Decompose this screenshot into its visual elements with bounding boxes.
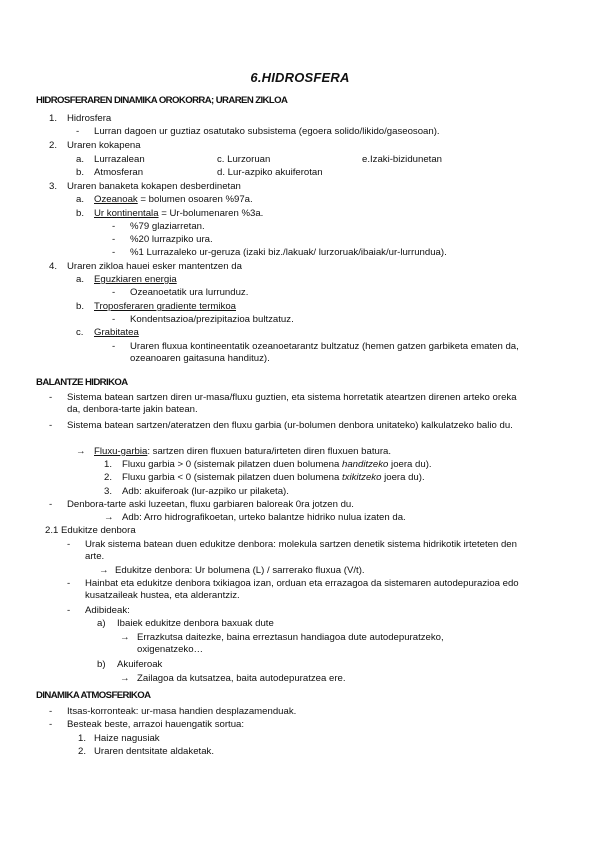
item-text: Fluxu garbia > 0 (sistemak pilatzen duen bolumena (122, 459, 342, 470)
underlined-term: Fluxu-garbia (94, 446, 148, 457)
list-item: Akuiferoak (117, 659, 163, 670)
list-marker: a. (76, 194, 85, 205)
list-item: Uraren zikloa hauei esker mantentzen da (67, 261, 242, 272)
list-item: Hidrosfera (67, 113, 112, 124)
list-item: d. Lur-azpiko akuiferotan (217, 167, 323, 178)
underlined-term: Eguzkiaren energia (94, 274, 177, 285)
list-number: 4. (49, 261, 58, 272)
paragraph: Urak sistema batean duen edukitze denbora: molekula sartzen denetik sistema hidrikotik irteteten den arte. (85, 539, 517, 562)
list-item (122, 459, 432, 471)
list-item: %20 lurrazpiko ura. (130, 234, 213, 245)
bullet-marker: - (67, 605, 71, 616)
item-text: joera du). (388, 459, 432, 470)
list-marker: a) (97, 618, 106, 629)
list-item: %1 Lurrazaleko ur-geruza (izaki biz./lakuak/ lurzoruak/ibaiak/ur-lurrundua). (130, 247, 447, 258)
list-item (94, 208, 263, 220)
list-number: 1. (104, 459, 113, 470)
paragraph: Hainbat eta edukitze denbora txikiagoa izan, orduan eta errazagoa da sistemaren autodepurazioa edo kusatzaileak hustea, eta alderantziz. (85, 578, 519, 601)
italic-term: txikitzeko (341, 472, 382, 483)
bullet-marker: - (49, 719, 53, 730)
section-heading-dinamika-atmosferikoa: DINAMIKA ATMOSFERIKOA (36, 690, 151, 701)
arrow-marker: → (120, 632, 130, 643)
section-heading-hidrosfera: HIDROSFERAREN DINAMIKA OROKORRA; URAREN ZIKLOA (36, 95, 288, 106)
list-marker: b. (76, 167, 85, 178)
arrow-marker: → (104, 512, 114, 523)
bullet-marker: - (49, 499, 53, 510)
bullet-marker: - (112, 341, 116, 352)
list-item: Atmosferan (94, 167, 144, 178)
bullet-marker: - (76, 126, 80, 137)
list-item: Ozeanoetatik ura lurrunduz. (130, 287, 249, 298)
list-item: Lurrazalean (94, 154, 145, 165)
list-number: 1. (78, 733, 87, 744)
arrow-marker: → (99, 565, 109, 576)
list-item (122, 472, 425, 484)
underlined-term: Ur kontinentala (94, 208, 159, 219)
list-item: Haize nagusiak (94, 733, 160, 744)
item-text: joera du). (381, 472, 425, 483)
list-marker: a. (76, 274, 85, 285)
section-heading-balantze: BALANTZE HIDRIKOA (36, 377, 128, 388)
list-item: Adb: akuiferoak (lur-azpiko ur pilaketa). (122, 486, 289, 497)
list-marker: b) (97, 659, 106, 670)
list-item: Itsas-korronteak: ur-masa handien desplazamenduak. (67, 706, 297, 717)
bullet-marker: - (67, 578, 71, 589)
item-text: = bolumen osoaren %97a. (137, 194, 253, 205)
paragraph: Sistema batean sartzen/ateratzen den fluxu garbia (ur-bolumen denbora unitateko) kalkulatzeko balio du. (67, 420, 513, 431)
subsection-heading: 2.1 Edukitze denbora (45, 525, 136, 536)
item-text: = Ur-bolumenaren %3a. (158, 208, 264, 219)
list-number: 2. (78, 746, 87, 757)
list-marker: c. (76, 327, 84, 338)
bullet-marker: - (112, 234, 116, 245)
item-text: Fluxu garbia < 0 (sistemak pilatzen duen bolumena (122, 472, 342, 483)
list-item: Lurran dagoen ur guztiaz osatutako subsistema (egoera solido/likido/gaseosoan). (94, 126, 440, 137)
list-item: Uraren banaketa kokapen desberdinetan (67, 181, 241, 192)
underlined-term: Ozeanoak (94, 194, 138, 205)
paragraph: Sistema batean sartzen diren ur-masa/fluxu guztien, eta sistema horretatik ateartzen direnen arteko oreka da, denbora-tarte jakin batean. (67, 392, 517, 415)
list-item (94, 446, 391, 458)
list-item: Uraren kokapena (67, 140, 141, 151)
list-item: Uraren dentsitate aldaketak. (94, 746, 214, 757)
bullet-marker: - (112, 247, 116, 258)
page-title: 6.HIDROSFERA (250, 70, 350, 85)
list-item: Kondentsazioa/prezipitazioa bultzatuz. (130, 314, 294, 325)
bullet-marker: - (49, 420, 53, 431)
list-item: Ibaiek edukitze denbora baxuak dute (117, 618, 274, 629)
list-marker: b. (76, 208, 85, 219)
list-marker: a. (76, 154, 85, 165)
list-item: %79 glaziarretan. (130, 221, 205, 232)
arrow-marker: → (120, 673, 130, 684)
bullet-marker: - (112, 287, 116, 298)
list-item: Besteak beste, arrazoi hauengatik sortua: (67, 719, 245, 730)
list-number: 3. (104, 486, 113, 497)
list-item (94, 194, 253, 206)
list-item: e.Izaki-bizidunetan (362, 154, 442, 165)
bullet-marker: - (67, 539, 71, 550)
bullet-marker: - (112, 314, 116, 325)
list-item: c. Lurzoruan (217, 154, 271, 165)
bullet-marker: - (112, 221, 116, 232)
list-number: 3. (49, 181, 58, 192)
list-number: 1. (49, 113, 58, 124)
list-item: Errazkutsa daitezke, baina erreztasun handiagoa dute autodepuratzeko, oxigenatzeko… (137, 632, 444, 655)
list-marker: b. (76, 301, 85, 312)
paragraph: Denbora-tarte aski luzeetan, fluxu garbiaren baloreak 0ra jotzen du. (67, 499, 354, 510)
list-item: Edukitze denbora: Ur bolumena (L) / sarrerako fluxua (V/t). (115, 565, 365, 576)
italic-term: handitzeko (341, 459, 389, 470)
list-item: Adb: Arro hidrografikoetan, urteko balantze hidriko nulua izaten da. (122, 512, 406, 523)
bullet-marker: - (49, 706, 53, 717)
underlined-term: Grabitatea (94, 327, 139, 338)
list-number: 2. (49, 140, 58, 151)
item-text: : sartzen diren fluxuen batura/irteten diren fluxuen batura. (147, 446, 392, 457)
list-item: Zailagoa da kutsatzea, baita autodepuratzea ere. (137, 673, 346, 684)
list-number: 2. (104, 472, 113, 483)
list-item: Adibideak: (85, 605, 130, 616)
underlined-term: Troposferaren gradiente termikoa (94, 301, 237, 312)
arrow-marker: → (76, 446, 86, 457)
bullet-marker: - (49, 392, 53, 403)
list-item: Uraren fluxua kontineentatik ozeanoetarantz bultzatuz (hemen gatzen garbiketa ematen da, ozeanoaren gaitasuna handituz). (130, 341, 519, 364)
